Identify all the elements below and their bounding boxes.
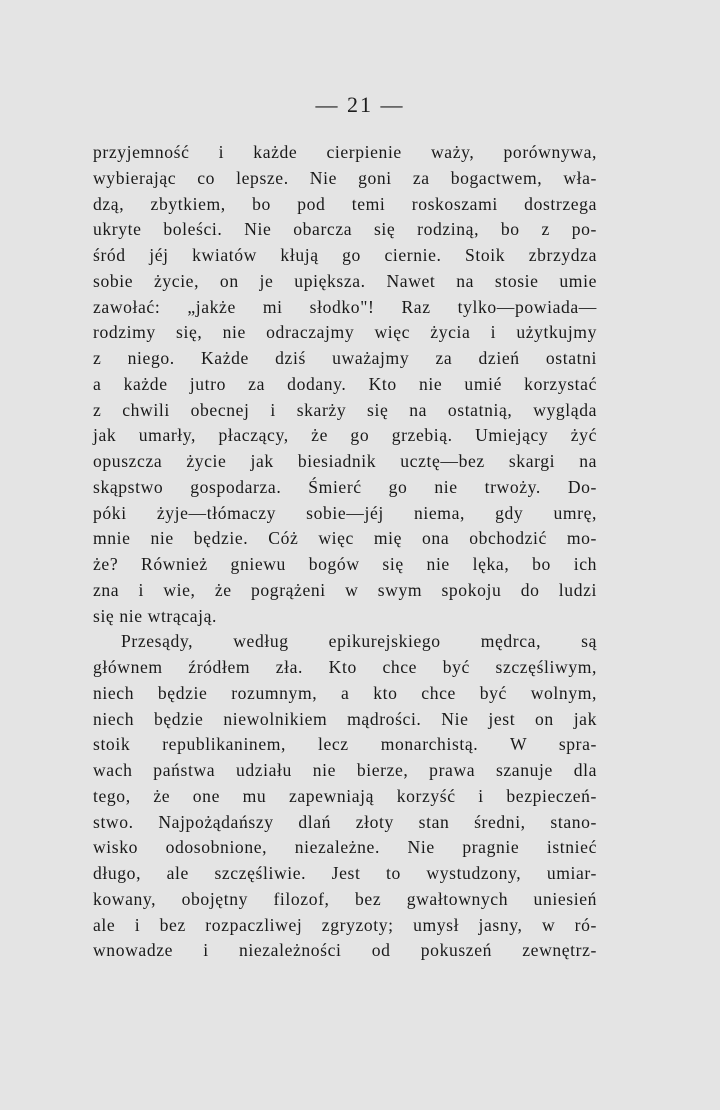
text-line: wybierając co lepsze. Nie goni za bogactwem, wła- xyxy=(93,167,597,188)
text-line: ale i bez rozpaczliwej zgryzoty; umysł jasny, w ró- xyxy=(93,914,597,935)
text-line: Przesądy, według epikurejskiego mędrca, są xyxy=(121,631,597,652)
text-line: kowany, obojętny filozof, bez gwałtownych uniesień xyxy=(93,888,597,909)
text-line: tego, że one mu zapewniają korzyść i bezpieczeń- xyxy=(93,785,597,806)
text-line: dzą, zbytkiem, bo pod temi roskoszami dostrzega xyxy=(93,193,597,214)
text-line: jak umarły, płaczący, że go grzebią. Umiejący żyć xyxy=(93,425,597,446)
text-line: stwo. Najpożądańszy dlań złoty stan średni, stano- xyxy=(93,811,597,832)
text-line: z chwili obecnej i skarży się na ostatnią, wygląda xyxy=(93,399,597,420)
text-line: a każde jutro za dodany. Kto nie umié korzystać xyxy=(93,373,597,394)
text-line: z niego. Każde dziś uważajmy za dzień ostatni xyxy=(93,348,597,368)
text-line: śród jéj kwiatów kłują go ciernie. Stoik zbrzydza xyxy=(93,245,597,265)
text-line: wisko odosobnione, niezależne. Nie pragnie istnieć xyxy=(93,837,597,858)
text-line: opuszcza życie jak biesiadnik ucztę—bez skargi na xyxy=(93,451,597,471)
text-line: wach państwa udziału nie bierze, prawa szanuje dla xyxy=(93,760,597,780)
text-line: rodzimy się, nie odraczajmy więc życia i użytkujmy xyxy=(93,322,597,343)
text-line: przyjemność i każde cierpienie waży, porównywa, xyxy=(93,142,597,162)
text-line: skąpstwo gospodarza. Śmierć go nie trwoży. Do- xyxy=(93,476,597,497)
text-line: długo, ale szczęśliwie. Jest to wystudzony, umiar- xyxy=(93,863,597,883)
text-line: mnie nie będzie. Cóż więc mię ona obchodzić mo- xyxy=(93,528,597,549)
text-line: wnowadze i niezależności od pokuszeń zewnętrz- xyxy=(93,940,597,961)
text-line: stoik republikaninem, lecz monarchistą. W spra- xyxy=(93,734,597,755)
text-line: głównem źródłem zła. Kto chce być szczęśliwym, xyxy=(93,657,597,677)
text-line: ukryte boleści. Nie obarcza się rodziną, bo z po- xyxy=(93,219,597,240)
text-line: zna i wie, że pogrążeni w swym spokoju do ludzi xyxy=(93,579,597,600)
text-line: póki żyje—tłómaczy sobie—jéj niema, gdy umrę, xyxy=(93,502,597,523)
page-number: — 21 — xyxy=(315,92,405,117)
body-text xyxy=(93,140,597,964)
text-line: niech będzie niewolnikiem mądrości. Nie jest on jak xyxy=(93,708,597,729)
text-line: że? Również gniewu bogów się nie lęka, bo ich xyxy=(93,554,597,574)
paragraph-2 xyxy=(93,629,597,964)
text-line: niech będzie rozumnym, a kto chce być wolnym, xyxy=(93,682,597,703)
paragraph-1 xyxy=(93,140,597,629)
text-line: się nie wtrącają. xyxy=(93,605,218,626)
text-line: sobie życie, on je upiększa. Nawet na stosie umie xyxy=(93,270,597,291)
text-line: zawołać: „jakże mi słodko"! Raz tylko—powiada— xyxy=(93,296,597,317)
